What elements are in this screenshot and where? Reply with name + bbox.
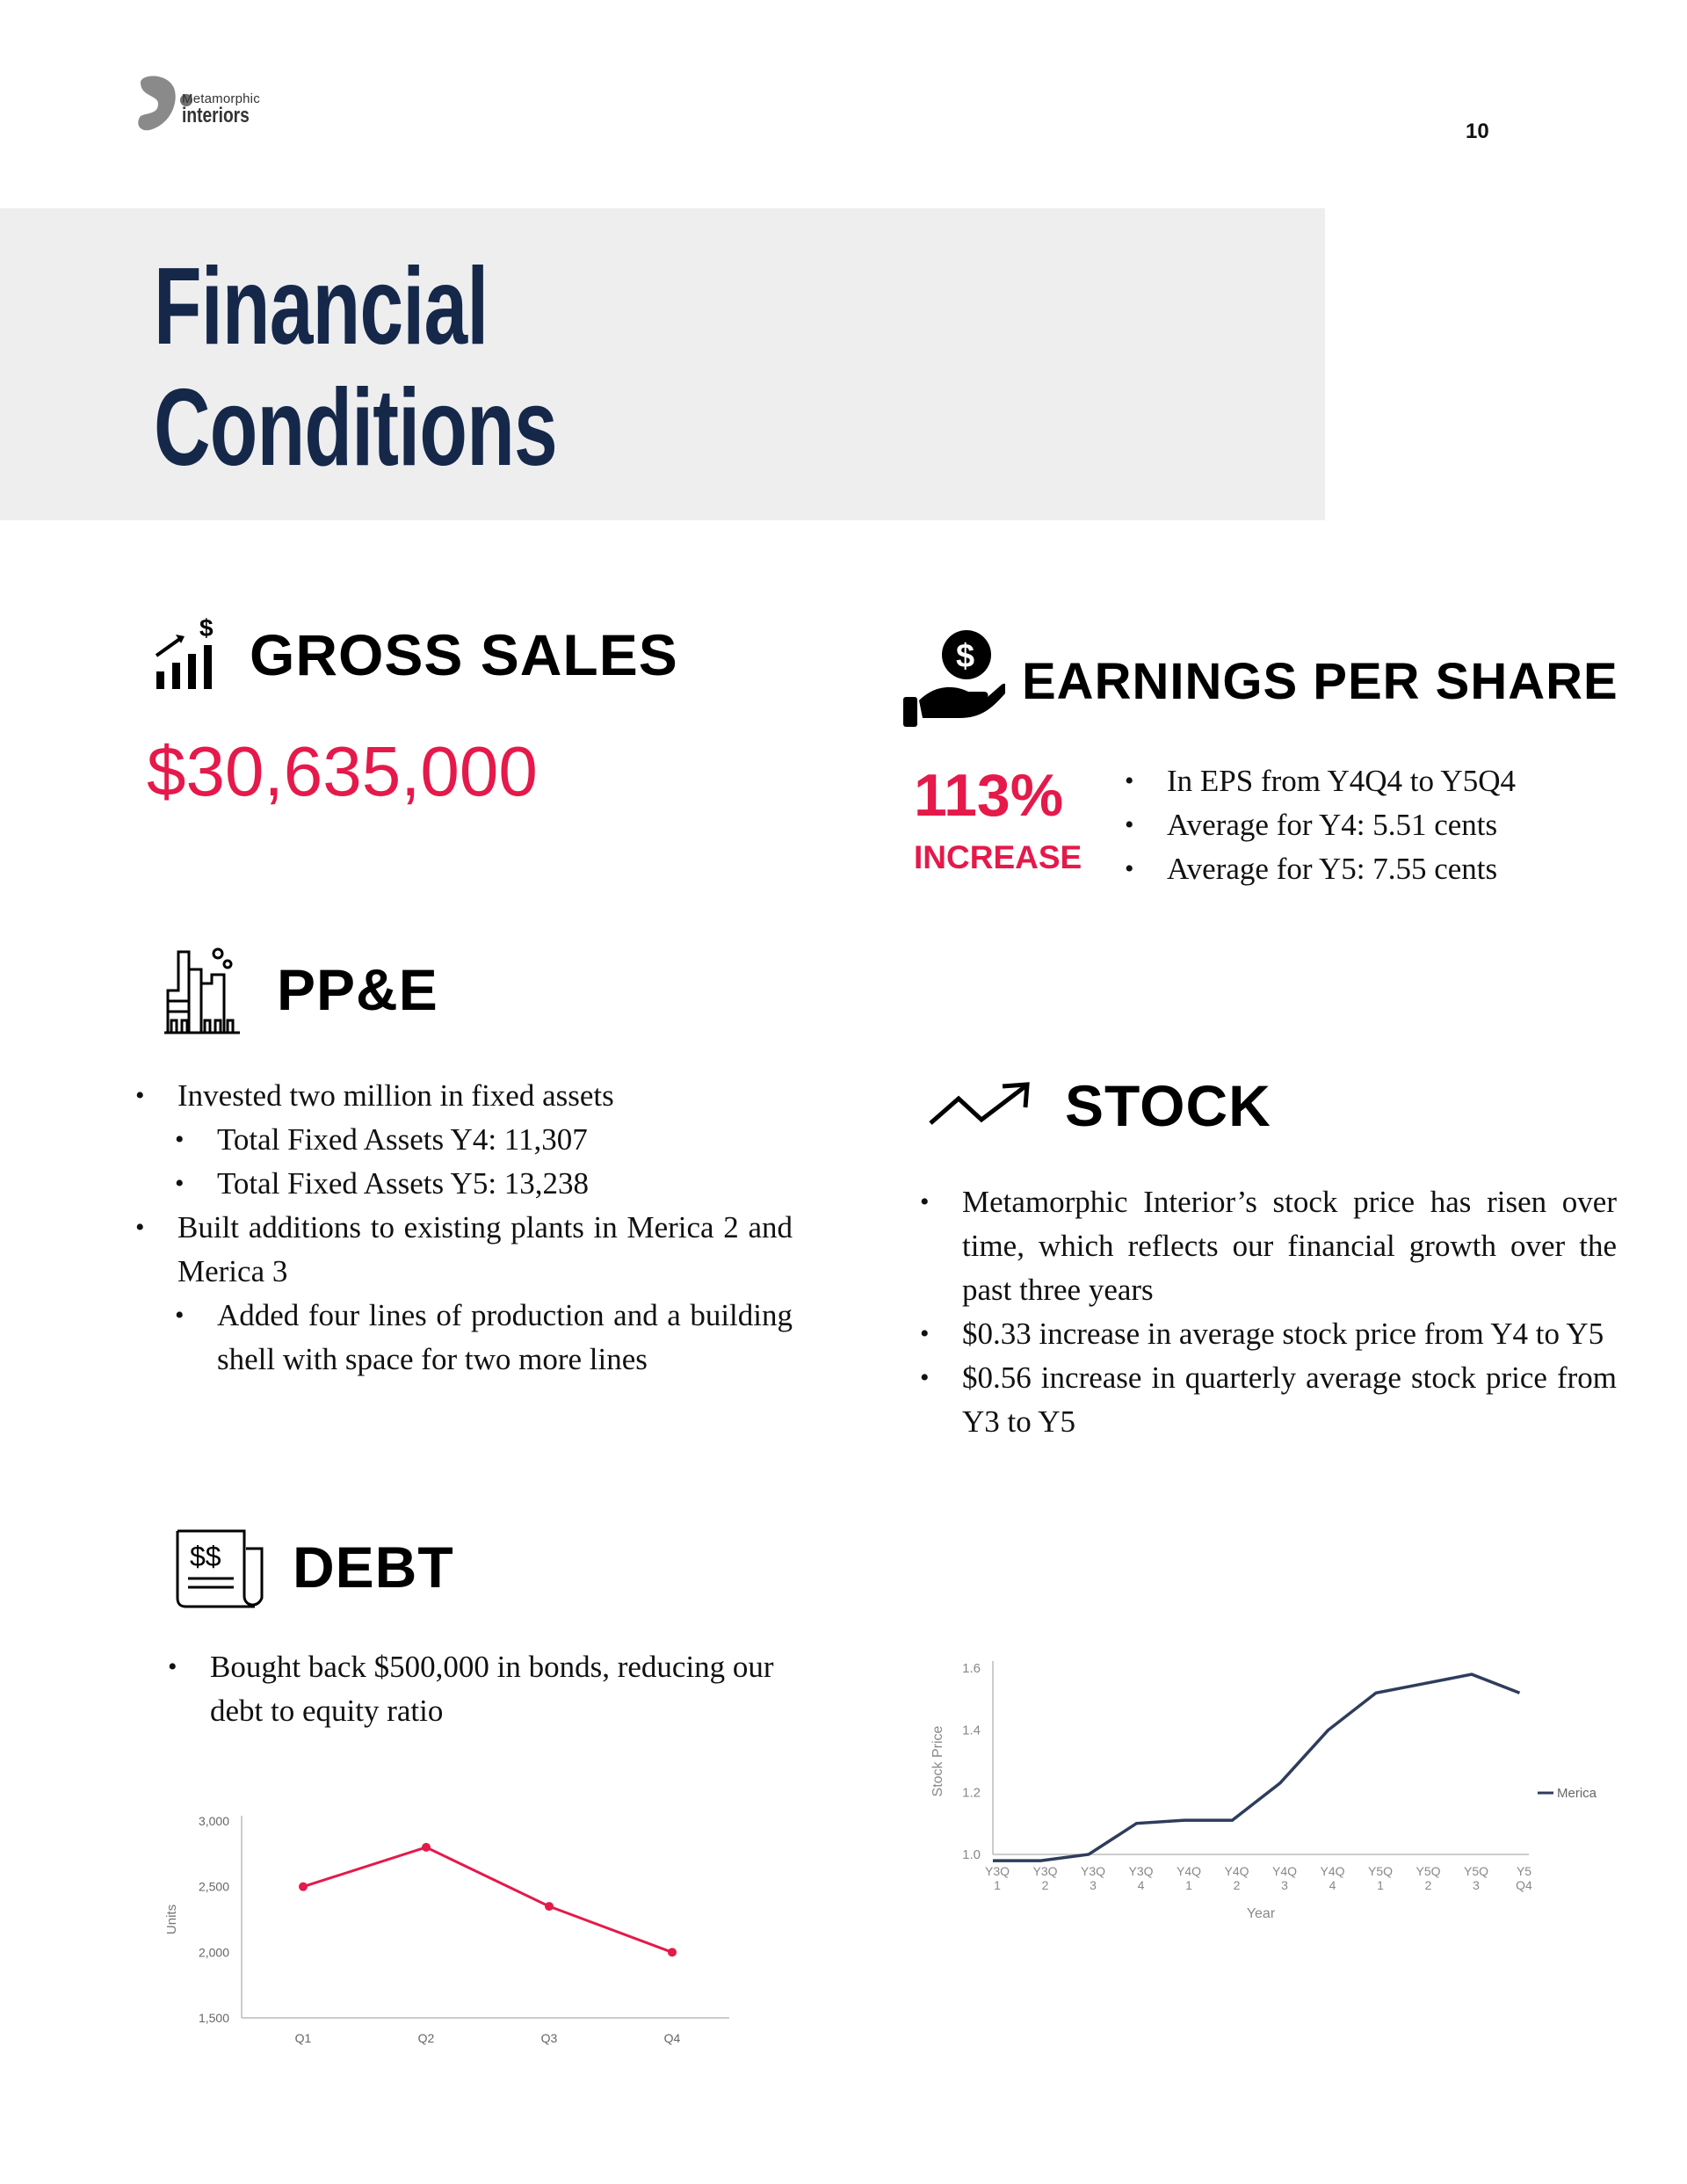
- y-tick-label: 1.6: [962, 1661, 981, 1676]
- y-tick-label: 1,500: [198, 2011, 229, 2025]
- debt-heading: DEBT: [293, 1535, 454, 1600]
- debt-line-chart: [149, 1802, 747, 2065]
- x-tick-label: Y3Q 3: [1080, 1864, 1106, 1892]
- x-tick-label: Y3Q 1: [984, 1864, 1010, 1892]
- data-point: [545, 1902, 554, 1911]
- y-axis-label: Stock Price: [930, 1725, 945, 1797]
- list-item: • In EPS from Y4Q4 to Y5Q4: [1167, 759, 1580, 803]
- y-axis-label: Units: [164, 1904, 179, 1935]
- list-item: • Metamorphic Interior’s stock price has risen over time, which reflects our financial growth over the past three years: [962, 1180, 1617, 1312]
- hand-coin-icon: [900, 627, 1005, 732]
- x-tick-label: Q3: [540, 2031, 558, 2045]
- list-item: • $0.33 increase in average stock price from Y4 to Y5: [962, 1312, 1617, 1356]
- x-tick-label: Y3Q 2: [1032, 1864, 1058, 1892]
- bar-chart-dollar-icon: [151, 615, 221, 694]
- data-point: [299, 1883, 308, 1891]
- list-item: • Built additions to existing plants in Merica 2 and Merica 3: [177, 1206, 793, 1294]
- list-item: • Bought back $500,000 in bonds, reducing our debt to equity ratio: [210, 1645, 781, 1733]
- y-tick-label: 3,000: [198, 1814, 229, 1828]
- debt-bullets: [210, 1645, 781, 1733]
- page-number: 10: [1466, 120, 1489, 143]
- x-axis-label: Year: [1246, 1906, 1276, 1921]
- svg-text:$: $: [956, 638, 975, 675]
- y-tick-label: 2,500: [198, 1879, 229, 1894]
- y-tick-label: 1.0: [962, 1847, 981, 1862]
- list-item: • Added four lines of production and a building shell with space for two more lines: [217, 1294, 793, 1382]
- page-title-line1: Financial: [154, 246, 489, 367]
- x-tick-label: Y5Q 2: [1415, 1864, 1441, 1892]
- x-tick-label: Y4Q 1: [1176, 1864, 1202, 1892]
- logo-mark-icon: [138, 76, 175, 130]
- x-tick-label: Y5Q 1: [1367, 1864, 1394, 1892]
- page-title: [154, 246, 557, 489]
- bill-document-icon: [174, 1527, 266, 1611]
- page-title-line2: Conditions: [154, 367, 557, 489]
- data-point: [422, 1843, 431, 1852]
- gross-sales-heading: GROSS SALES: [250, 622, 678, 687]
- x-tick-label: Y5Q 3: [1463, 1864, 1489, 1892]
- eps-heading: EARNINGS PER SHARE: [1022, 653, 1618, 710]
- stock-bullets: [962, 1180, 1617, 1444]
- y-tick-label: 1.2: [962, 1785, 981, 1801]
- series-line-debt: [303, 1847, 672, 1952]
- stock-line-chart: [923, 1643, 1625, 1934]
- eps-percent: 113%: [914, 762, 1064, 829]
- x-tick-label: Y5 Q4: [1516, 1864, 1532, 1892]
- gross-sales-value: $30,635,000: [147, 732, 538, 810]
- y-tick-label: 2,000: [198, 1945, 229, 1960]
- stock-heading: STOCK: [1065, 1073, 1271, 1138]
- list-item: • Total Fixed Assets Y5: 13,238: [217, 1162, 793, 1206]
- list-item: • Average for Y5: 7.55 cents: [1167, 847, 1580, 891]
- x-tick-label: Y4Q 3: [1271, 1864, 1298, 1892]
- list-item: • Average for Y4: 5.51 cents: [1167, 803, 1580, 847]
- logo-text-bottom: interiors: [182, 104, 250, 127]
- x-tick-label: Q4: [663, 2031, 681, 2045]
- x-tick-label: Q2: [417, 2031, 435, 2045]
- x-tick-label: Y4Q 2: [1224, 1864, 1249, 1892]
- ppe-bullets: [177, 1074, 793, 1382]
- factory-icon: [163, 945, 242, 1037]
- list-item: • $0.56 increase in quarterly average stock price from Y3 to Y5: [962, 1356, 1617, 1444]
- ppe-heading: PP&E: [277, 957, 438, 1022]
- y-tick-label: 1.4: [962, 1723, 981, 1738]
- logo-text-top: Metamorphic: [182, 91, 260, 106]
- eps-bullets: [1167, 759, 1580, 891]
- list-item: • Total Fixed Assets Y4: 11,307: [217, 1118, 793, 1162]
- eps-increase-label: INCREASE: [914, 839, 1082, 875]
- bill-icon-text: $$: [190, 1541, 221, 1572]
- trend-up-icon: [927, 1079, 1037, 1132]
- x-tick-label: Y4Q 4: [1320, 1864, 1345, 1892]
- list-item: • Invested two million in fixed assets: [177, 1074, 793, 1118]
- data-point: [668, 1948, 677, 1956]
- svg-text:$: $: [199, 615, 214, 642]
- x-tick-label: Y3Q 4: [1128, 1864, 1154, 1892]
- x-tick-label: Q1: [294, 2031, 312, 2045]
- legend-label: Merica: [1557, 1786, 1597, 1801]
- series-line-merica: [993, 1674, 1520, 1861]
